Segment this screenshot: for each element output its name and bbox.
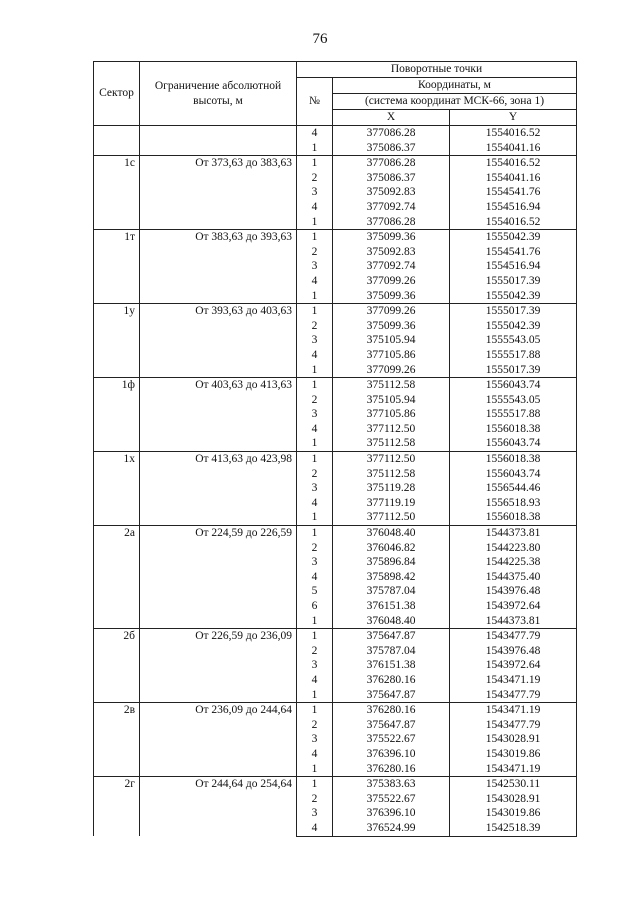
header-turning-points: Поворотные точки [297, 62, 577, 78]
coord-y-cell: 1542530.11 [450, 777, 577, 792]
coord-y-cell: 1544225.38 [450, 555, 577, 570]
point-number-cell: 1 [297, 363, 333, 378]
point-number-cell: 1 [297, 452, 333, 467]
point-number-cell: 2 [297, 644, 333, 659]
table-row [94, 378, 577, 393]
coord-y-cell: 1554541.76 [450, 245, 577, 260]
point-number-cell: 1 [297, 777, 333, 792]
point-number-cell: 4 [297, 496, 333, 511]
coord-y-cell: 1555517.88 [450, 348, 577, 363]
sector-cell: 2г [94, 777, 140, 836]
coord-x-cell: 376280.16 [333, 673, 450, 688]
point-number-cell: 3 [297, 185, 333, 200]
point-number-cell: 2 [297, 171, 333, 186]
point-number-cell: 3 [297, 555, 333, 570]
coord-y-cell: 1554041.16 [450, 171, 577, 186]
point-number-cell: 1 [297, 614, 333, 629]
point-number-cell: 3 [297, 732, 333, 747]
sector-cell: 2б [94, 629, 140, 703]
point-number-cell: 2 [297, 467, 333, 482]
table-row [94, 629, 577, 644]
table-row [94, 126, 577, 141]
coord-y-cell: 1556018.38 [450, 510, 577, 525]
page-number: 76 [312, 31, 328, 47]
coord-y-cell: 1543976.48 [450, 644, 577, 659]
point-number-cell: 1 [297, 510, 333, 525]
coord-y-cell: 1556043.74 [450, 378, 577, 393]
coord-y-cell: 1555543.05 [450, 393, 577, 408]
point-number-cell: 3 [297, 407, 333, 422]
point-number-cell: 2 [297, 792, 333, 807]
coord-x-cell: 376280.16 [333, 762, 450, 777]
coord-x-cell: 375092.83 [333, 185, 450, 200]
point-number-cell: 4 [297, 747, 333, 762]
point-number-cell: 4 [297, 126, 333, 141]
altitude-limit-cell: От 373,63 до 383,63 [140, 156, 297, 230]
coord-x-cell: 375647.87 [333, 629, 450, 644]
coord-y-cell: 1555017.39 [450, 363, 577, 378]
point-number-cell: 3 [297, 806, 333, 821]
coord-x-cell: 375898.42 [333, 570, 450, 585]
coord-x-cell: 376046.82 [333, 541, 450, 556]
coord-y-cell: 1544375.40 [450, 570, 577, 585]
coord-x-cell: 377112.50 [333, 510, 450, 525]
coord-x-cell: 375896.84 [333, 555, 450, 570]
coord-x-cell: 376280.16 [333, 703, 450, 718]
point-number-cell: 2 [297, 245, 333, 260]
coord-y-cell: 1555017.39 [450, 274, 577, 289]
coord-x-cell: 375522.67 [333, 792, 450, 807]
sector-cell: 1ф [94, 378, 140, 452]
coord-x-cell: 375647.87 [333, 718, 450, 733]
altitude-limit-cell: От 244,64 до 254,64 [140, 777, 297, 836]
altitude-limit-cell: От 403,63 до 413,63 [140, 378, 297, 452]
point-number-cell: 4 [297, 570, 333, 585]
header-sector: Сектор [94, 62, 140, 126]
altitude-limit-cell: От 236,09 до 244,64 [140, 703, 297, 777]
coord-x-cell: 375086.37 [333, 171, 450, 186]
coord-y-cell: 1543019.86 [450, 747, 577, 762]
point-number-cell: 1 [297, 304, 333, 319]
coord-y-cell: 1555042.39 [450, 319, 577, 334]
point-number-cell: 2 [297, 541, 333, 556]
coord-x-cell: 375092.83 [333, 245, 450, 260]
coord-x-cell: 377086.28 [333, 126, 450, 141]
coord-y-cell: 1556018.38 [450, 422, 577, 437]
table-row [94, 526, 577, 541]
point-number-cell: 3 [297, 481, 333, 496]
point-number-cell: 4 [297, 673, 333, 688]
point-number-cell: 2 [297, 393, 333, 408]
coord-y-cell: 1554516.94 [450, 200, 577, 215]
coord-y-cell: 1542518.39 [450, 821, 577, 836]
point-number-cell: 1 [297, 141, 333, 156]
point-number-cell: 2 [297, 319, 333, 334]
coord-x-cell: 376396.10 [333, 747, 450, 762]
header-coordinate-system: (система координат МСК-66, зона 1) [333, 94, 577, 110]
coord-y-cell: 1554041.16 [450, 141, 577, 156]
point-number-cell: 1 [297, 289, 333, 304]
coord-x-cell: 375099.36 [333, 319, 450, 334]
coord-x-cell: 377099.26 [333, 363, 450, 378]
coordinates-table [93, 61, 577, 837]
coord-y-cell: 1555543.05 [450, 333, 577, 348]
coord-x-cell: 377099.26 [333, 304, 450, 319]
coord-x-cell: 377112.50 [333, 452, 450, 467]
coord-y-cell: 1556043.74 [450, 436, 577, 451]
header-number: № [297, 78, 333, 126]
header-coordinates: Координаты, м [333, 78, 577, 94]
coord-x-cell: 377112.50 [333, 422, 450, 437]
coord-x-cell: 375787.04 [333, 584, 450, 599]
coord-x-cell: 375647.87 [333, 688, 450, 703]
coord-x-cell: 377086.28 [333, 215, 450, 230]
coord-y-cell: 1543972.64 [450, 599, 577, 614]
altitude-limit-cell: От 413,63 до 423,98 [140, 452, 297, 526]
altitude-limit-cell [140, 126, 297, 156]
coord-x-cell: 376048.40 [333, 614, 450, 629]
sector-cell: 1у [94, 304, 140, 378]
coord-x-cell: 376151.38 [333, 658, 450, 673]
altitude-limit-cell: От 226,59 до 236,09 [140, 629, 297, 703]
coord-x-cell: 375099.36 [333, 230, 450, 245]
coord-x-cell: 375099.36 [333, 289, 450, 304]
altitude-limit-cell: От 383,63 до 393,63 [140, 230, 297, 304]
coord-x-cell: 376396.10 [333, 806, 450, 821]
coord-y-cell: 1554516.94 [450, 259, 577, 274]
coord-y-cell: 1543477.79 [450, 629, 577, 644]
coord-y-cell: 1543028.91 [450, 732, 577, 747]
coord-y-cell: 1556018.38 [450, 452, 577, 467]
sector-cell: 2а [94, 526, 140, 629]
point-number-cell: 1 [297, 378, 333, 393]
coord-y-cell: 1543028.91 [450, 792, 577, 807]
point-number-cell: 4 [297, 348, 333, 363]
coord-x-cell: 375112.58 [333, 467, 450, 482]
coord-x-cell: 376048.40 [333, 526, 450, 541]
point-number-cell: 3 [297, 658, 333, 673]
coord-x-cell: 375112.58 [333, 436, 450, 451]
point-number-cell: 4 [297, 200, 333, 215]
point-number-cell: 1 [297, 762, 333, 777]
header-altitude-limit: Ограничение абсолютной высоты, м [140, 62, 297, 126]
coord-x-cell: 375787.04 [333, 644, 450, 659]
header-x: X [333, 110, 450, 126]
sector-cell [94, 126, 140, 156]
coord-x-cell: 377092.74 [333, 259, 450, 274]
coord-x-cell: 377105.86 [333, 348, 450, 363]
coord-y-cell: 1544223.80 [450, 541, 577, 556]
coord-x-cell: 377099.26 [333, 274, 450, 289]
point-number-cell: 1 [297, 156, 333, 171]
coord-y-cell: 1556043.74 [450, 467, 577, 482]
coord-y-cell: 1555042.39 [450, 230, 577, 245]
point-number-cell: 1 [297, 436, 333, 451]
sector-cell: 1т [94, 230, 140, 304]
table-row [94, 230, 577, 245]
coord-y-cell: 1543976.48 [450, 584, 577, 599]
coord-y-cell: 1543477.79 [450, 688, 577, 703]
coord-y-cell: 1554541.76 [450, 185, 577, 200]
coord-x-cell: 375383.63 [333, 777, 450, 792]
coord-x-cell: 377105.86 [333, 407, 450, 422]
point-number-cell: 6 [297, 599, 333, 614]
coord-y-cell: 1555517.88 [450, 407, 577, 422]
table-row [94, 304, 577, 319]
coord-x-cell: 376524.99 [333, 821, 450, 836]
coord-y-cell: 1554016.52 [450, 156, 577, 171]
table-body [94, 126, 577, 837]
coord-y-cell: 1543471.19 [450, 762, 577, 777]
coord-y-cell: 1555042.39 [450, 289, 577, 304]
altitude-limit-cell: От 393,63 до 403,63 [140, 304, 297, 378]
coord-x-cell: 376151.38 [333, 599, 450, 614]
coord-y-cell: 1543019.86 [450, 806, 577, 821]
coord-x-cell: 375112.58 [333, 378, 450, 393]
point-number-cell: 5 [297, 584, 333, 599]
coord-x-cell: 375105.94 [333, 393, 450, 408]
coord-y-cell: 1556518.93 [450, 496, 577, 511]
sector-cell: 1х [94, 452, 140, 526]
coord-y-cell: 1554016.52 [450, 215, 577, 230]
sector-cell: 1с [94, 156, 140, 230]
coord-x-cell: 375119.28 [333, 481, 450, 496]
point-number-cell: 4 [297, 274, 333, 289]
coord-y-cell: 1543471.19 [450, 703, 577, 718]
coord-y-cell: 1544373.81 [450, 526, 577, 541]
table-row [94, 777, 577, 792]
altitude-limit-cell: От 224,59 до 226,59 [140, 526, 297, 629]
sector-cell: 2в [94, 703, 140, 777]
table-row [94, 703, 577, 718]
point-number-cell: 1 [297, 230, 333, 245]
coord-x-cell: 375522.67 [333, 732, 450, 747]
table-row [94, 452, 577, 467]
coord-x-cell: 377092.74 [333, 200, 450, 215]
point-number-cell: 1 [297, 688, 333, 703]
coord-y-cell: 1544373.81 [450, 614, 577, 629]
coord-y-cell: 1556544.46 [450, 481, 577, 496]
point-number-cell: 1 [297, 703, 333, 718]
header-y: Y [450, 110, 577, 126]
table-row [94, 156, 577, 171]
table-header [94, 62, 577, 126]
point-number-cell: 3 [297, 333, 333, 348]
coord-y-cell: 1543477.79 [450, 718, 577, 733]
point-number-cell: 2 [297, 718, 333, 733]
coord-y-cell: 1555017.39 [450, 304, 577, 319]
point-number-cell: 4 [297, 821, 333, 836]
coord-x-cell: 375086.37 [333, 141, 450, 156]
coord-y-cell: 1554016.52 [450, 126, 577, 141]
point-number-cell: 1 [297, 629, 333, 644]
coord-y-cell: 1543471.19 [450, 673, 577, 688]
coord-y-cell: 1543972.64 [450, 658, 577, 673]
coord-x-cell: 377086.28 [333, 156, 450, 171]
coord-x-cell: 377119.19 [333, 496, 450, 511]
point-number-cell: 4 [297, 422, 333, 437]
coord-x-cell: 375105.94 [333, 333, 450, 348]
point-number-cell: 1 [297, 526, 333, 541]
point-number-cell: 1 [297, 215, 333, 230]
point-number-cell: 3 [297, 259, 333, 274]
